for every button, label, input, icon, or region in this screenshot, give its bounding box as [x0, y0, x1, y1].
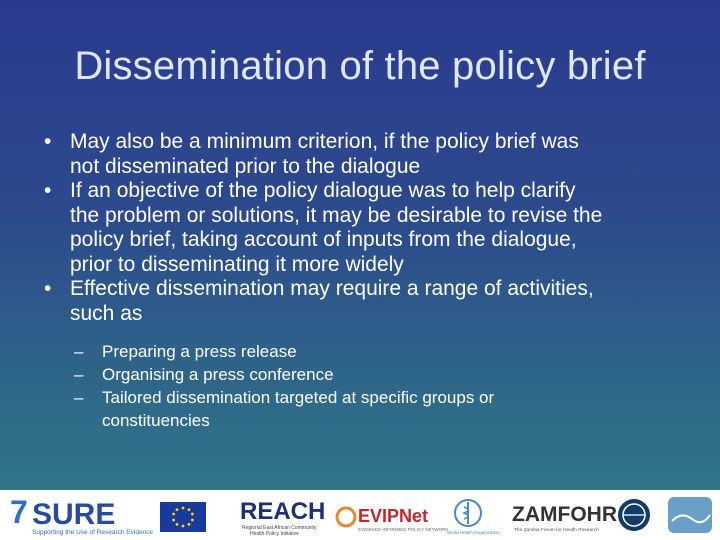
reach-logo: [236, 493, 328, 537]
bullet-list: [40, 130, 690, 432]
evipnet-logo: [334, 493, 449, 537]
bullet-marker: •: [44, 179, 52, 202]
sub-bullet-list: [40, 340, 690, 432]
cochrane-logo: [614, 493, 654, 537]
svg-text:EVIPNet: EVIPNet: [358, 506, 429, 526]
svg-text:SURE: SURE: [32, 498, 116, 531]
sure-logo: [8, 493, 154, 537]
svg-text:Regional East African Communit: Regional East African Community: [242, 525, 317, 531]
eu-flag-icon: [160, 502, 206, 532]
slide-title: Dissemination of the policy brief: [74, 44, 646, 88]
logo-footer: [0, 490, 720, 540]
sub-bullet-marker: –: [74, 342, 84, 361]
zamfohr-logo: [510, 493, 617, 537]
svg-text:REACH: REACH: [240, 498, 326, 525]
sub-bullet-line: Tailored dissemination targeted at specific groups or: [102, 388, 495, 407]
bullet-line: May also be a minimum criterion, if the policy brief was: [70, 130, 579, 153]
bullet-line: the problem or solutions, it may be desirable to revise the: [70, 203, 603, 227]
bullet-marker: •: [44, 130, 52, 153]
svg-text:7: 7: [10, 494, 28, 530]
sub-bullet-marker: –: [74, 388, 84, 407]
sub-bullet-line: Organising a press conference: [102, 365, 334, 384]
bullet-line: prior to disseminating it more widely: [70, 252, 404, 276]
sub-bullet-line: constituencies: [102, 411, 210, 430]
bullet-item: [40, 130, 690, 179]
bullet-line: If an objective of the policy dialogue was to help clarify: [70, 179, 576, 202]
bullet-item: [40, 277, 690, 326]
sub-bullet-line: Preparing a press release: [102, 342, 297, 361]
svg-text:The Zambia Forum for Health Re: The Zambia Forum for Health Research: [514, 528, 599, 533]
svg-text:EVIDENCE-INFORMED POLICY NETWO: EVIDENCE-INFORMED POLICY NETWORK: [358, 527, 449, 532]
svg-text:ZAMFOHR: ZAMFOHR: [512, 503, 617, 526]
bullet-line: not disseminated prior to the dialogue: [70, 154, 421, 178]
bullet-line: such as: [70, 301, 143, 325]
sub-bullet-item: [40, 363, 690, 386]
partner-logo: [662, 493, 718, 537]
svg-text:Health Policy Initiative: Health Policy Initiative: [250, 531, 299, 537]
bullet-line: policy brief, taking account of inputs from the dialogue,: [70, 228, 577, 251]
sub-bullet-item: [40, 340, 690, 363]
bullet-item: [40, 179, 690, 277]
sub-bullet-marker: –: [74, 365, 84, 384]
svg-text:Supporting the Use of Research: Supporting the Use of Research Evidence: [32, 529, 154, 536]
who-emblem-icon: [444, 493, 500, 537]
svg-text:World Health Organization: World Health Organization: [447, 530, 500, 535]
sub-bullet-item: [40, 386, 690, 432]
bullet-line: Effective dissemination may require a range of activities,: [70, 277, 594, 300]
bullet-marker: •: [44, 277, 52, 300]
